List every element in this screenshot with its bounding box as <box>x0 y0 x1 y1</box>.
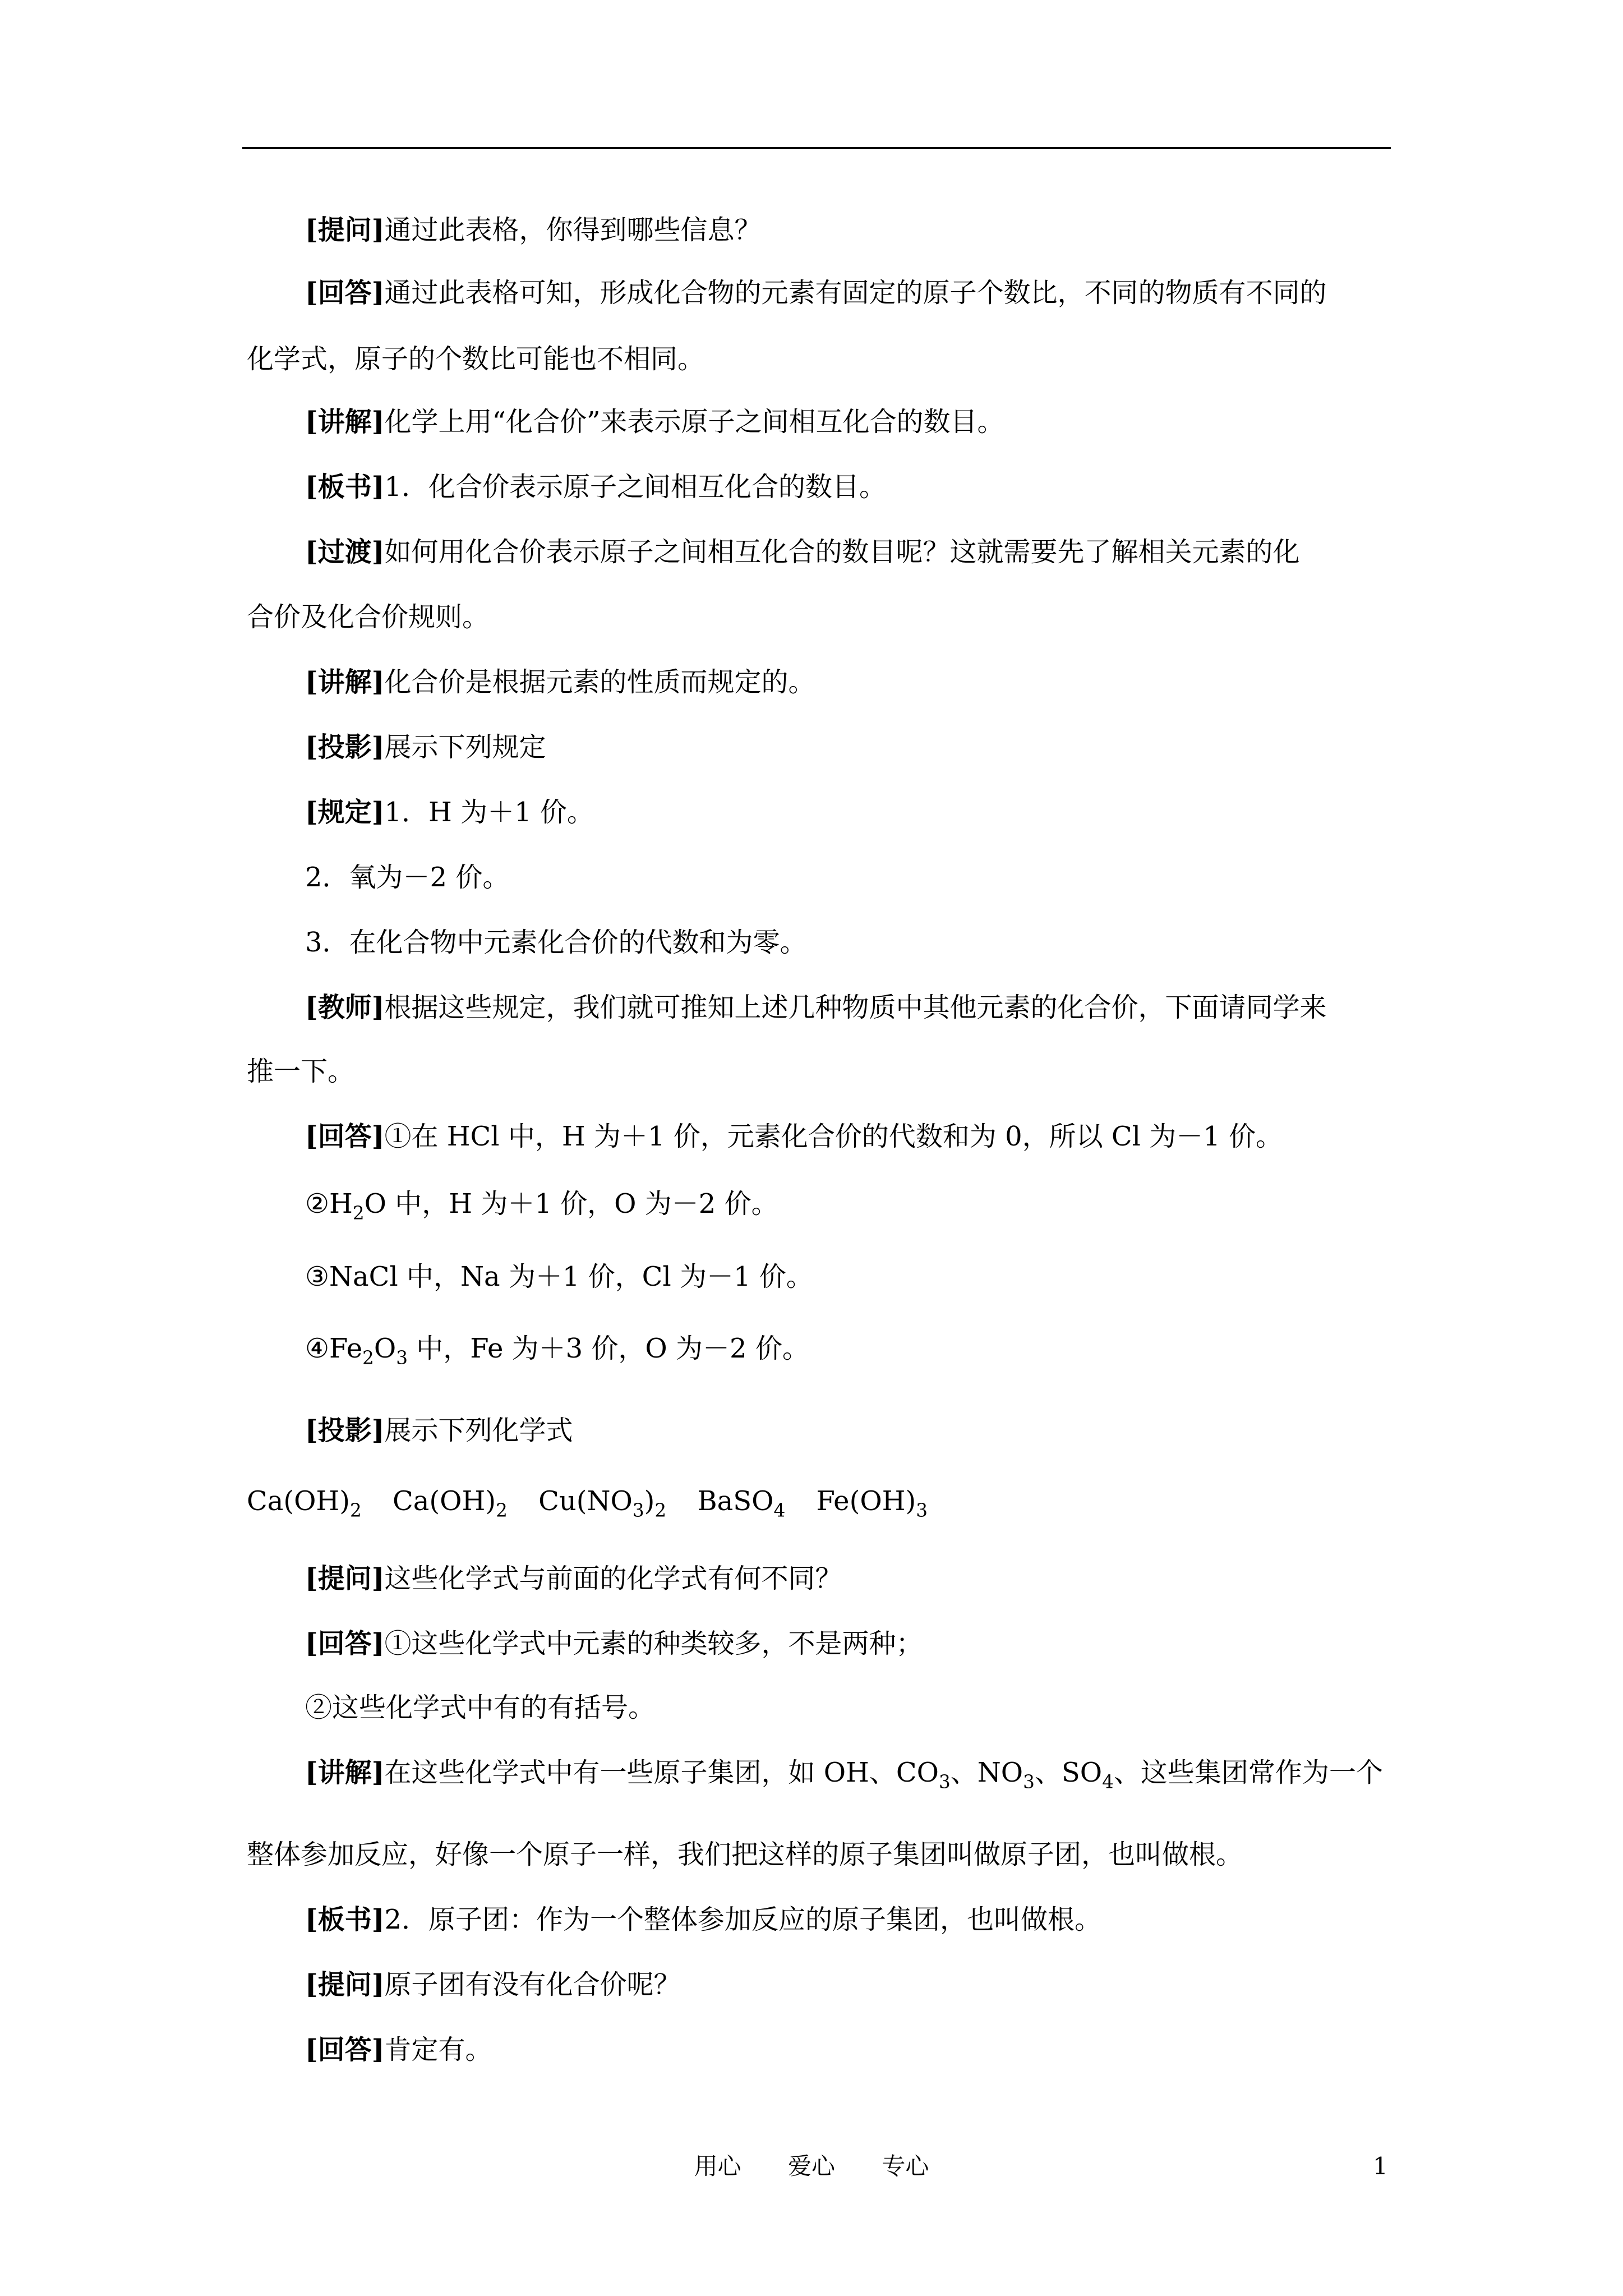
text-run: O <box>374 1333 396 1364</box>
paragraph <box>305 2033 492 2067</box>
paragraph-text: 肯定有。 <box>384 2034 492 2065</box>
paragraph <box>305 1903 1101 1936</box>
paragraph-text: 化学上用“化合价”来表示原子之间相互化合的数目。 <box>384 406 1004 438</box>
paragraph-label: [回答] <box>305 1628 385 1659</box>
text-run: 中，Fe 为＋3 价，O 为－2 价。 <box>408 1333 809 1364</box>
paragraph-text: 展示下列规定 <box>384 731 546 763</box>
paragraph-text: 展示下列化学式 <box>384 1415 573 1446</box>
paragraph-label: [板书] <box>305 471 385 503</box>
footer-slogan: 用心 爱心 专心 <box>694 2152 929 2180</box>
paragraph <box>305 1756 1383 1793</box>
subscript: 2 <box>352 1202 365 1224</box>
text-run: 、这些集团常作为一个 <box>1113 1757 1383 1788</box>
paragraph-text: 化合价是根据元素的性质而规定的。 <box>384 666 815 698</box>
paragraph <box>305 1332 809 1369</box>
text-run: ②H <box>305 1188 353 1220</box>
paragraph: 3．在化合物中元素化合价的代数和为零。 <box>305 927 807 958</box>
formula-list <box>247 1484 950 1521</box>
paragraph <box>305 405 1004 439</box>
paragraph-text: ①在 HCl 中，H 为＋1 价，元素化合价的代数和为 0，所以 Cl 为－1 价。 <box>384 1121 1283 1152</box>
subscript: 3 <box>939 1771 951 1793</box>
subscript: 3 <box>1023 1771 1035 1793</box>
paragraph <box>305 1968 680 2001</box>
paragraph <box>305 470 886 504</box>
paragraph <box>305 795 594 829</box>
paragraph: ②这些化学式中有的有括号。 <box>305 1692 656 1723</box>
paragraph-text: ①这些化学式中元素的种类较多，不是两种； <box>384 1628 923 1659</box>
paragraph-continuation: 整体参加反应，好像一个原子一样，我们把这样的原子集团叫做原子团，也叫做根。 <box>247 1839 1243 1870</box>
page-number: 1 <box>1373 2152 1388 2180</box>
text-run: ④Fe <box>305 1333 363 1364</box>
paragraph-text: 2．原子团：作为一个整体参加反应的原子集团，也叫做根。 <box>384 1904 1101 1935</box>
paragraph <box>305 213 761 247</box>
paragraph-label: [讲解] <box>305 1757 385 1788</box>
paragraph-text: 这些化学式与前面的化学式有何不同？ <box>384 1563 842 1594</box>
paragraph-label: [过渡] <box>305 536 385 568</box>
paragraph-label: [投影] <box>305 1415 385 1446</box>
paragraph-label: [回答] <box>305 277 385 309</box>
paragraph-label: [提问] <box>305 214 385 246</box>
subscript: 4 <box>1102 1771 1114 1793</box>
paragraph-text: 通过此表格，你得到哪些信息？ <box>384 214 762 246</box>
paragraph-text: 1．化合价表示原子之间相互化合的数目。 <box>384 471 886 503</box>
formula: BaSO$_4$ <box>697 1485 786 1521</box>
paragraph-text: 原子团有没有化合价呢？ <box>384 1969 681 2000</box>
paragraph-label: [讲解] <box>305 406 385 438</box>
paragraph <box>305 665 815 699</box>
subscript: 2 <box>362 1347 374 1369</box>
paragraph-continuation: 化学式，原子的个数比可能也不相同。 <box>247 343 705 375</box>
formula: $Ca(OH)_2$ <box>393 1485 508 1521</box>
paragraph-label: [教师] <box>305 992 385 1023</box>
paragraph <box>305 1562 842 1595</box>
paragraph: 2．氧为－2 价。 <box>305 862 510 893</box>
paragraph <box>305 535 1299 569</box>
paragraph-label: [规定] <box>305 797 385 828</box>
paragraph-label: [板书] <box>305 1904 385 1935</box>
paragraph <box>305 276 1326 310</box>
paragraph <box>305 730 546 764</box>
paragraph <box>305 991 1326 1024</box>
paragraph-label: [回答] <box>305 1121 385 1152</box>
paragraph-label: [回答] <box>305 2034 385 2065</box>
paragraph-label: [投影] <box>305 731 385 763</box>
paragraph <box>305 1414 573 1447</box>
paragraph: ③NaCl 中，Na 为＋1 价，Cl 为－1 价。 <box>305 1261 813 1292</box>
paragraph <box>305 1627 923 1660</box>
paragraph-label: [讲解] <box>305 666 385 698</box>
subscript: 3 <box>396 1347 408 1369</box>
paragraph-text: 如何用化合价表示原子之间相互化合的数目呢？这就需要先了解相关元素的化 <box>384 536 1300 568</box>
text-run: 、SO <box>1034 1757 1103 1788</box>
paragraph-continuation: 推一下。 <box>247 1056 355 1087</box>
paragraph-continuation: 合价及化合价规则。 <box>247 601 490 633</box>
paragraph-text: 根据这些规定，我们就可推知上述几种物质中其他元素的化合价，下面请同学来 <box>384 992 1327 1023</box>
paragraph <box>305 1187 778 1224</box>
paragraph-label: [提问] <box>305 1563 385 1594</box>
formula: $Fe(OH)_3$ <box>816 1485 928 1521</box>
text-run: 、NO <box>950 1757 1023 1788</box>
paragraph-text: 通过此表格可知，形成化合物的元素有固定的原子个数比，不同的物质有不同的 <box>384 277 1327 309</box>
header-rule <box>242 147 1391 149</box>
formula: $Cu(NO_3)_2$ <box>538 1485 667 1521</box>
text-run: 在这些化学式中有一些原子集团，如 OH、CO <box>384 1757 939 1788</box>
text-run: O 中，H 为＋1 价，O 为－2 价。 <box>364 1188 778 1220</box>
formula: $Ca(OH)_2$ <box>247 1485 362 1521</box>
paragraph-text: 1．H 为＋1 价。 <box>384 797 594 828</box>
paragraph-label: [提问] <box>305 1969 385 2000</box>
paragraph <box>305 1120 1283 1153</box>
